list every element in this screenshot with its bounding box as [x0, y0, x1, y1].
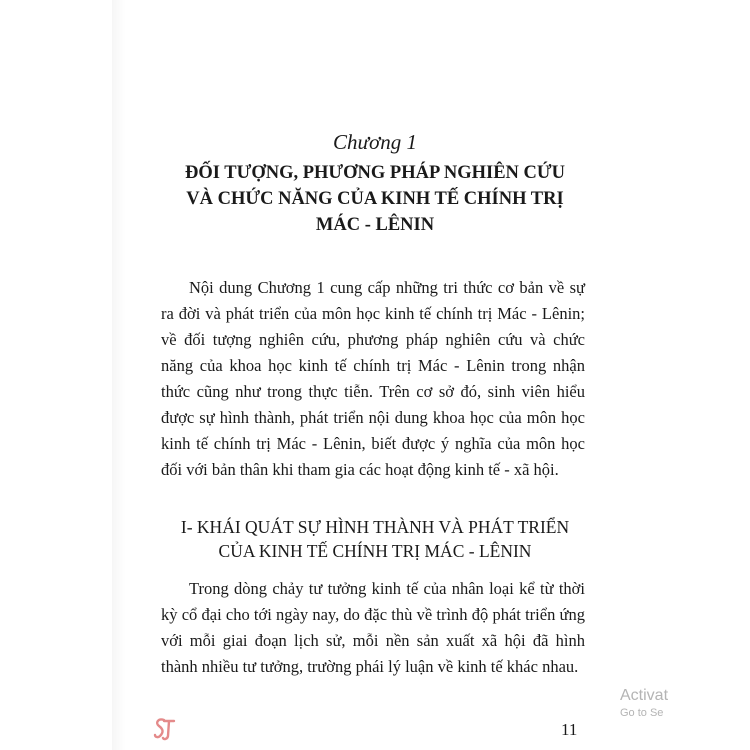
section-heading-line: I- KHÁI QUÁT SỰ HÌNH THÀNH VÀ PHÁT TRIỂN	[180, 517, 570, 537]
section-heading-line: CỦA KINH TẾ CHÍNH TRỊ MÁC - LÊNIN	[218, 541, 532, 561]
activate-windows-watermark	[620, 686, 750, 720]
section-paragraph: Trong dòng chảy tư tưởng kinh tế của nhân loại kể từ thời kỳ cổ đại cho tới ngày nay, do đặc thù về trình độ phát triển ứng với mỗi giai đoạn lịch sử, mỗi nền sản xuất xã hội đã hình thành nhiều tư tưởng, trường phái lý luận về kinh tế khác nhau.	[161, 579, 585, 676]
section-heading	[140, 515, 610, 563]
intro-paragraph: Nội dung Chương 1 cung cấp những tri thức cơ bản về sự ra đời và phát triển của môn học kinh tế chính trị Mác - Lênin; về đối tượng nghiên cứu, phương pháp nghiên cứu và chức năng của khoa học kinh tế chính trị Mác - Lênin trong nhận thức cũng như trong thực tiễn. Trên cơ sở đó, sinh viên hiểu được sự hình thành, phát triển nội dung khoa học của môn học kinh tế chính trị Mác - Lênin, biết được ý nghĩa của môn học đối với bản thân khi tham gia các hoạt động kinh tế - xã hội.	[161, 278, 585, 479]
chapter-title-line: ĐỐI TƯỢNG, PHƯƠNG PHÁP NGHIÊN CỨU	[185, 163, 565, 183]
publisher-logo-icon	[150, 714, 180, 744]
watermark-line: Go to Se	[620, 707, 664, 719]
chapter-label: Chương 1	[333, 130, 417, 154]
page-edge-shadow	[112, 0, 126, 750]
watermark-line: Activat	[620, 687, 669, 704]
chapter-title-line: MÁC - LÊNIN	[315, 215, 435, 235]
page-number: 11	[561, 720, 578, 739]
chapter-title-line: VÀ CHỨC NĂNG CỦA KINH TẾ CHÍNH TRỊ	[186, 189, 564, 209]
chapter-title	[140, 160, 610, 238]
